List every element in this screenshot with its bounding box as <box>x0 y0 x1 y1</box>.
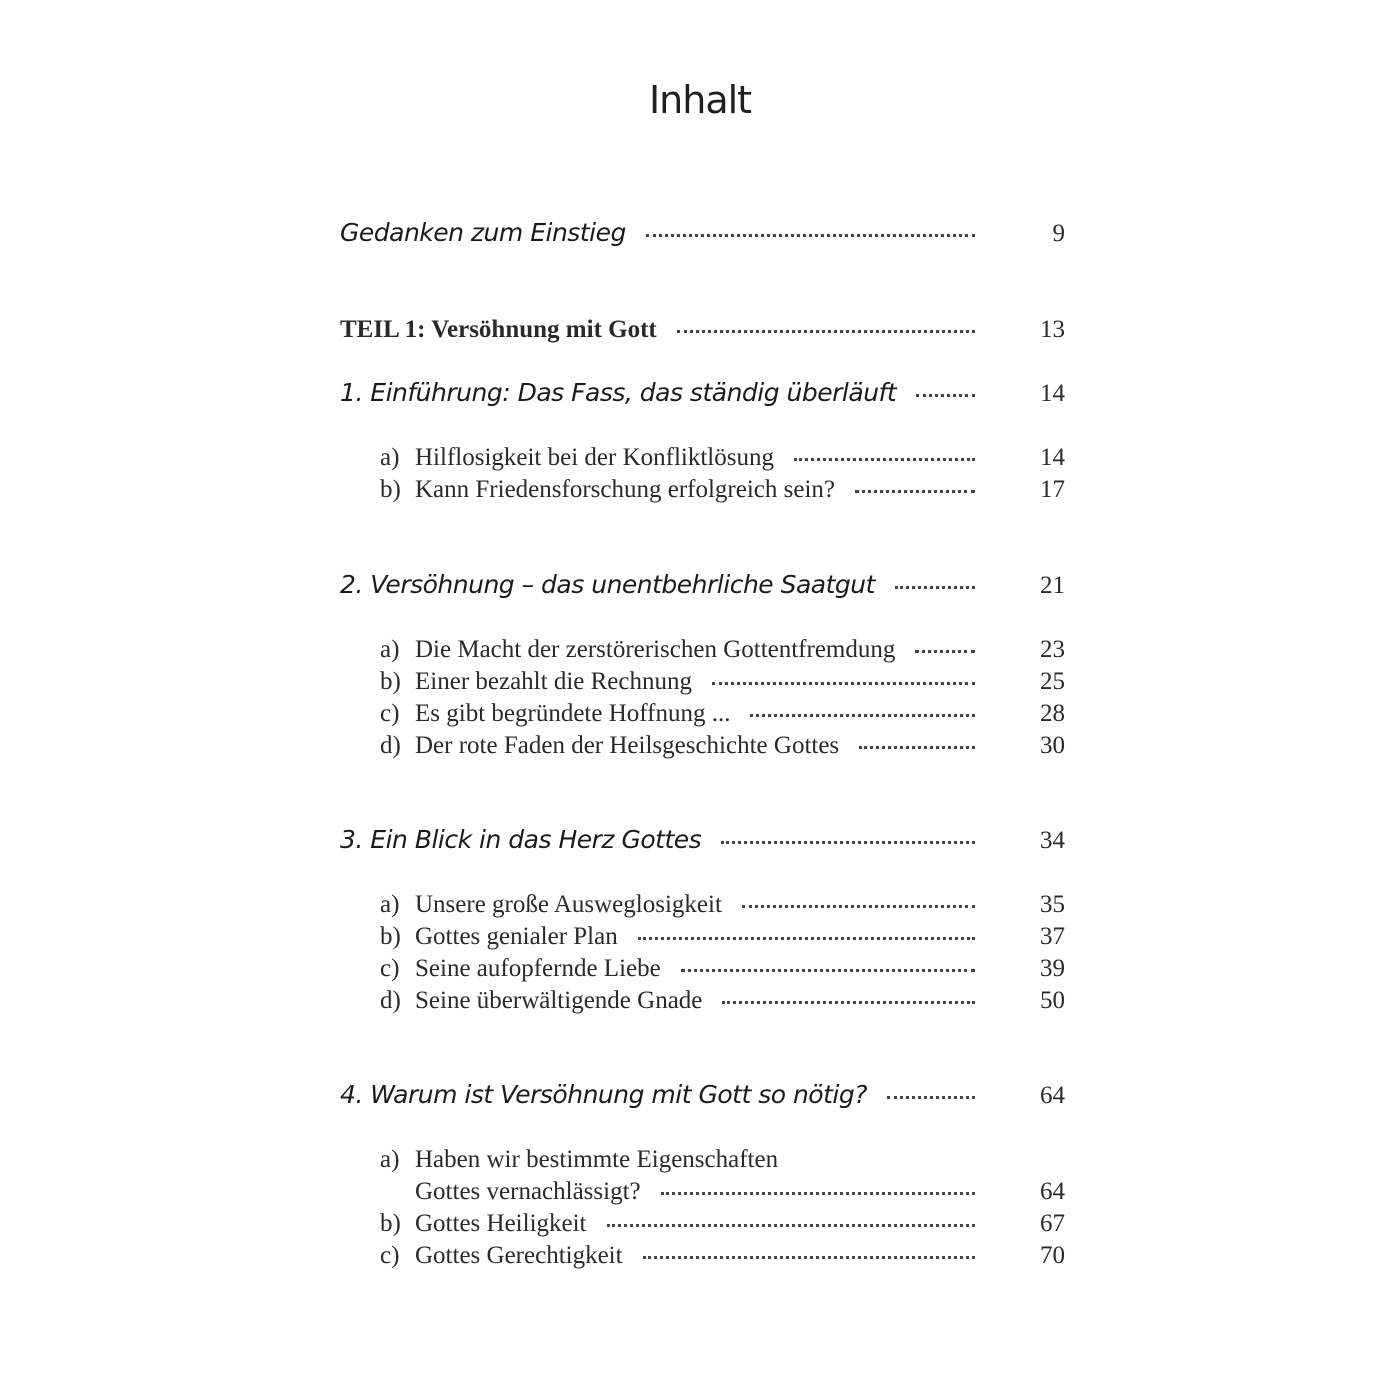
toc-page-number: 70 <box>1040 1242 1065 1269</box>
toc-subentry[interactable] <box>380 923 1065 951</box>
toc-page-number: 13 <box>1040 316 1065 343</box>
dot-leader <box>712 682 975 685</box>
toc-subentry-letter: c) <box>380 700 400 727</box>
toc-subentry[interactable] <box>380 891 1065 919</box>
toc-subentry-letter: b) <box>380 923 401 950</box>
dot-leader <box>607 1224 976 1227</box>
toc-page-number: 23 <box>1040 636 1065 663</box>
toc-entry-part1[interactable] <box>340 316 1065 344</box>
toc-entry-title: Gedanken zum Einstieg <box>340 218 626 247</box>
dot-leader <box>794 458 975 461</box>
toc-subentry-first-line[interactable] <box>380 1146 778 1174</box>
dot-leader <box>859 746 975 749</box>
page-title: Inhalt <box>648 78 752 122</box>
toc-page-number: 28 <box>1040 700 1065 727</box>
toc-subentry-text: Die Macht der zerstörerischen Gottentfremdung <box>415 636 896 663</box>
dot-leader <box>661 1192 975 1195</box>
dot-leader <box>915 650 975 653</box>
toc-subentry-text: Seine überwältigende Gnade <box>415 987 703 1014</box>
toc-subentry[interactable] <box>380 476 1065 504</box>
toc-page-number: 64 <box>1040 1178 1065 1205</box>
toc-subentry-text: Hilflosigkeit bei der Konfliktlösung <box>415 444 774 471</box>
toc-subentry-letter: a) <box>380 891 400 918</box>
toc-subentry-text: Unsere große Ausweglosigkeit <box>415 891 722 918</box>
dot-leader <box>646 234 975 237</box>
toc-subentry[interactable] <box>380 732 1065 760</box>
dot-leader <box>887 1096 975 1099</box>
toc-page-number: 35 <box>1040 891 1065 918</box>
toc-page-number: 39 <box>1040 955 1065 982</box>
dot-leader <box>681 969 975 972</box>
toc-subentry-text: Der rote Faden der Heilsgeschichte Gottes <box>415 732 840 759</box>
toc-subentry-text: Haben wir bestimmte Eigenschaften <box>415 1146 779 1173</box>
dot-leader <box>721 841 975 844</box>
toc-subentry-title <box>380 987 702 1015</box>
toc-subentry[interactable] <box>380 955 1065 983</box>
toc-entry-title: 4. Warum ist Versöhnung mit Gott so nötig? <box>340 1080 867 1109</box>
toc-subentry-title <box>380 636 895 664</box>
toc-subentry[interactable] <box>380 636 1065 664</box>
toc-subentry-title <box>380 955 661 983</box>
toc-subentry-text: Gottes Gerechtigkeit <box>415 1242 623 1269</box>
toc-subentry-text: Seine aufopfernde Liebe <box>415 955 661 982</box>
toc-entry-chapter-2[interactable] <box>340 570 1065 600</box>
toc-subentry-letter: b) <box>380 476 401 503</box>
toc-subentry-title <box>380 444 774 472</box>
toc-page-number: 30 <box>1040 732 1065 759</box>
toc-subentry-title <box>380 923 618 951</box>
toc-subentry-title <box>380 1210 587 1238</box>
toc-entry-chapter-4[interactable] <box>340 1080 1065 1110</box>
toc-subentry-letter: d) <box>380 987 401 1014</box>
toc-page-number: 37 <box>1040 923 1065 950</box>
toc-page-number: 21 <box>1040 572 1065 599</box>
toc-subentry[interactable] <box>380 987 1065 1015</box>
toc-subentry-letter: a) <box>380 444 400 471</box>
toc-subentry-text: Kann Friedensforschung erfolgreich sein? <box>415 476 835 503</box>
toc-subentry[interactable] <box>380 1178 1065 1206</box>
dot-leader <box>643 1256 975 1259</box>
toc-entry-title: 1. Einführung: Das Fass, das ständig überläuft <box>340 378 897 407</box>
toc-subentry-text: Gottes genialer Plan <box>415 923 618 950</box>
dot-leader <box>916 394 975 397</box>
dot-leader <box>638 937 975 940</box>
toc-subentry-title <box>380 1242 623 1270</box>
toc-subentry-text: Einer bezahlt die Rechnung <box>415 668 692 695</box>
toc-subentry-text: Gottes Heiligkeit <box>415 1210 587 1237</box>
toc-subentry[interactable] <box>380 668 1065 696</box>
toc-subentry[interactable] <box>380 444 1065 472</box>
toc-page-number: 50 <box>1040 987 1065 1014</box>
toc-page-number: 64 <box>1040 1082 1065 1109</box>
toc-subentry-letter: a) <box>380 636 400 663</box>
toc-page-number: 34 <box>1040 827 1065 854</box>
toc-subentry[interactable] <box>380 1210 1065 1238</box>
toc-entry-chapter-3[interactable] <box>340 825 1065 855</box>
dot-leader <box>855 490 975 493</box>
toc-subentry[interactable] <box>380 700 1065 728</box>
toc-entry-intro[interactable] <box>340 218 1065 248</box>
toc-subentry-text: Gottes vernachlässigt? <box>415 1178 641 1205</box>
toc-subentry-title <box>380 732 839 760</box>
toc-subentry-title <box>380 700 730 728</box>
toc-subentry-letter: a) <box>380 1146 400 1173</box>
toc-page-number: 67 <box>1040 1210 1065 1237</box>
toc-subentry-text: Es gibt begründete Hoffnung ... <box>415 700 731 727</box>
toc-entry-title: TEIL 1: Versöhnung mit Gott <box>340 316 657 343</box>
toc-entry-title: 3. Ein Blick in das Herz Gottes <box>340 825 702 854</box>
dot-leader <box>677 330 975 333</box>
toc-page-number: 17 <box>1040 476 1065 503</box>
toc-subentry-title <box>380 1178 641 1206</box>
toc-page-number: 9 <box>1052 220 1065 247</box>
toc-page-number: 25 <box>1040 668 1065 695</box>
toc-subentry-letter: b) <box>380 1210 401 1237</box>
toc-subentry-letter: d) <box>380 732 401 759</box>
dot-leader <box>750 714 975 717</box>
toc-entry-chapter-1[interactable] <box>340 378 1065 408</box>
dot-leader <box>722 1001 975 1004</box>
toc-subentry-letter: c) <box>380 1242 400 1269</box>
dot-leader <box>742 905 975 908</box>
toc-subentry-title <box>380 891 722 919</box>
toc-subentry-title <box>380 668 692 696</box>
toc-page-number: 14 <box>1040 380 1065 407</box>
toc-subentry-title <box>380 476 835 504</box>
toc-subentry-letter: c) <box>380 955 400 982</box>
toc-subentry-letter: b) <box>380 668 401 695</box>
dot-leader <box>895 586 975 589</box>
toc-entry-title: 2. Versöhnung – das unentbehrliche Saatgut <box>340 570 875 599</box>
toc-page-number: 14 <box>1040 444 1065 471</box>
toc-subentry[interactable] <box>380 1242 1065 1270</box>
